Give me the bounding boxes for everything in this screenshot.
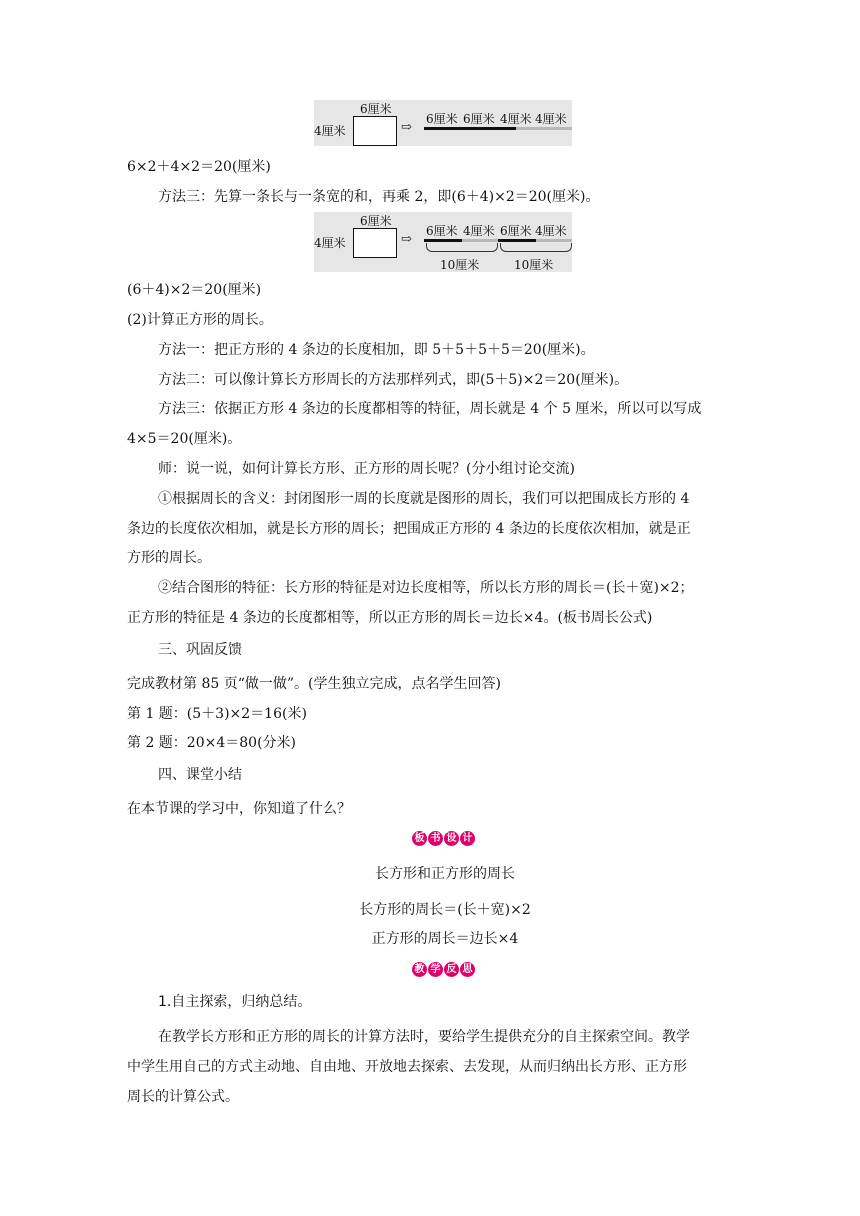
paragraph: 方法三：依据正方形 4 条边的长度都相等的特征，周长就是 4 个 5 厘米，所以可以写成 (158, 401, 702, 417)
paragraph: 4×5＝20(厘米)。 (127, 431, 242, 447)
teaching-reflection-badge (412, 962, 475, 977)
rectangle-shape (353, 228, 397, 258)
arrow-icon: ⇨ (401, 232, 412, 247)
answer-line: 第 2 题：20×4＝80(分米) (127, 735, 296, 751)
arrow-icon: ⇨ (401, 120, 412, 135)
paragraph: 在教学长方形和正方形的周长的计算方法时，要给学生提供充分的自主探索空间。教学 (158, 1029, 690, 1045)
board-design-badge (412, 831, 475, 846)
paragraph: 方法三：先算一条长与一条宽的和，再乘 2，即(6＋4)×2＝20(厘米)。 (158, 189, 600, 205)
badge-char: 思 (460, 962, 475, 977)
perimeter-segment (536, 239, 572, 242)
rect-height-label: 4厘米 (314, 124, 346, 138)
paragraph: 完成教材第 85 页“做一做”。(学生独立完成，点名学生回答) (127, 676, 501, 692)
sum-brace (500, 243, 572, 252)
segment-label: 6厘米 (500, 224, 532, 238)
rect-width-label: 6厘米 (360, 102, 392, 116)
segment-label: 4厘米 (535, 112, 567, 126)
rect-width-label: 6厘米 (360, 214, 392, 228)
paragraph: 中学生用自己的方式主动地、自由地、开放地去探索、去发现，从而归纳出长方形、正方形 (127, 1059, 687, 1075)
perimeter-segment (424, 239, 462, 242)
segment-label: 6厘米 (426, 112, 458, 126)
board-title: 长方形和正方形的周长 (375, 866, 515, 882)
section-heading: 三、巩固反馈 (158, 642, 242, 658)
segment-label: 6厘米 (426, 224, 458, 238)
formula-line: (6＋4)×2＝20(厘米) (127, 282, 262, 298)
sum-label: 10厘米 (514, 258, 554, 272)
formula-line: 6×2＋4×2＝20(厘米) (127, 159, 271, 175)
perimeter-segment (498, 239, 536, 242)
subsection-title: (2)计算正方形的周长。 (127, 312, 273, 328)
paragraph: ②结合图形的特征：长方形的特征是对边长度相等，所以长方形的周长＝(长＋宽)×2； (158, 580, 694, 596)
badge-char: 书 (428, 831, 443, 846)
segment-label: 4厘米 (500, 112, 532, 126)
paragraph: 方法二：可以像计算长方形周长的方法那样列式，即(5＋5)×2＝20(厘米)。 (158, 372, 629, 388)
perimeter-figure-2 (314, 212, 572, 272)
paragraph: 方形的周长。 (127, 550, 211, 566)
paragraph: 周长的计算公式。 (127, 1089, 239, 1105)
rectangle-shape (353, 116, 397, 146)
perimeter-segment (424, 127, 516, 130)
badge-char: 学 (428, 962, 443, 977)
badge-char: 计 (460, 831, 475, 846)
answer-line: 第 1 题：(5＋3)×2＝16(米) (127, 706, 307, 722)
badge-char: 教 (412, 962, 427, 977)
segment-label: 6厘米 (463, 112, 495, 126)
sum-label: 10厘米 (440, 258, 480, 272)
badge-char: 设 (444, 831, 459, 846)
paragraph: ①根据周长的含义：封闭图形一周的长度就是图形的周长，我们可以把围成长方形的 4 (158, 491, 690, 507)
perimeter-segment (462, 239, 498, 242)
paragraph: 师：说一说，如何计算长方形、正方形的周长呢？(分小组讨论交流) (158, 461, 575, 477)
badge-char: 板 (412, 831, 427, 846)
paragraph: 在本节课的学习中，你知道了什么？ (127, 801, 351, 817)
perimeter-figure-1 (314, 100, 572, 146)
paragraph: 条边的长度依次相加，就是长方形的周长；把围成正方形的 4 条边的长度依次相加，就是正 (127, 521, 691, 537)
board-formula: 正方形的周长＝边长×4 (371, 931, 519, 947)
segment-label: 4厘米 (535, 224, 567, 238)
sum-brace (426, 243, 498, 252)
badge-char: 反 (444, 962, 459, 977)
perimeter-segment (516, 127, 572, 130)
paragraph: 正方形的特征是 4 条边的长度都相等，所以正方形的周长＝边长×4。(板书周长公式) (127, 610, 653, 626)
paragraph: 方法一：把正方形的 4 条边的长度相加，即 5＋5＋5＋5＝20(厘米)。 (158, 342, 595, 358)
segment-label: 4厘米 (463, 224, 495, 238)
rect-height-label: 4厘米 (314, 236, 346, 250)
reflection-heading: 1.自主探索，归纳总结。 (158, 994, 312, 1010)
board-formula: 长方形的周长＝(长＋宽)×2 (359, 902, 531, 918)
section-heading: 四、课堂小结 (158, 767, 242, 783)
